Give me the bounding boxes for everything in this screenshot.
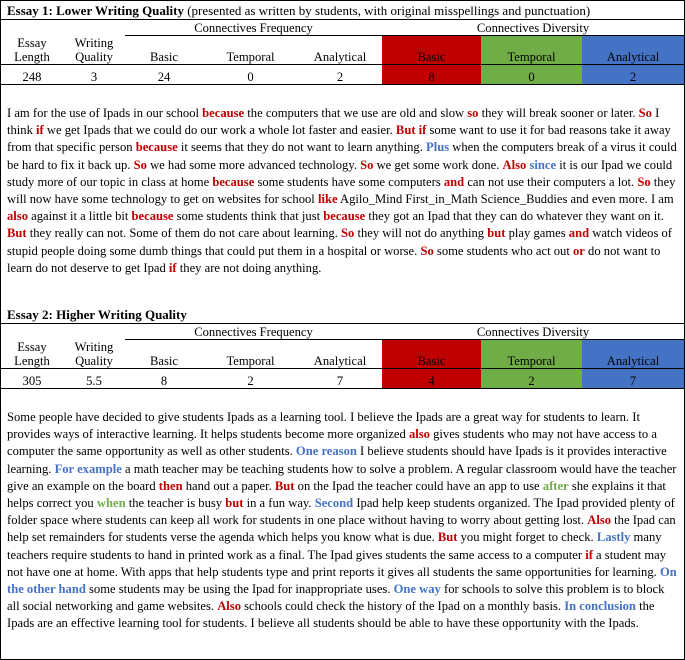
essay-text-segment: in a fun way. (243, 496, 315, 511)
essay-2-header-freq-basic: Basic (125, 340, 203, 369)
connective-analytical: Second (314, 496, 354, 511)
essay-text-segment: Some people have decided to give students Ipads as a learning tool. I believe the Ipads are a great way for students to learn. It provides ways of interactive learning. It helps students become more organized (7, 410, 640, 442)
essay-2-header-div-temporal: Temporal (481, 340, 582, 369)
connective-basic: but (225, 496, 244, 511)
connective-basic: But (437, 530, 458, 545)
essay-1-value-length: 248 (1, 65, 63, 85)
connective-basic: But if (395, 123, 427, 138)
essay-text-segment: a student may not have one at home. With apps that help students type and print reports it gives all students the same opportunities for learning. (7, 547, 667, 579)
connective-basic: if (36, 123, 44, 138)
essay-text-segment: when the computers break of a virus it could be hard to fix it back up. (7, 140, 677, 172)
essay-2-value-freq-temporal: 2 (203, 369, 298, 389)
connective-analytical: In conclusion (564, 599, 636, 614)
essay-1-value-freq-temporal: 0 (203, 65, 298, 85)
connective-basic: because (202, 106, 245, 120)
essay-1-value-div-basic: 8 (382, 65, 481, 85)
essay-1-header-div-basic: Basic (382, 36, 481, 65)
essay-2-header-quality: Writing Quality (63, 340, 125, 369)
essay-2-header-freq-analytical: Analytical (298, 340, 382, 369)
essay-2-title (7, 307, 187, 323)
essay-2-value-div-temporal: 2 (481, 369, 582, 389)
connective-basic: Also (217, 599, 241, 614)
essay-1-text (7, 105, 679, 277)
essay-1-value-quality: 3 (63, 65, 125, 85)
connective-basic: Also (587, 513, 612, 528)
essay-2-value-quality: 5.5 (63, 369, 125, 389)
connective-basic: because (135, 140, 178, 155)
essay-text-segment: gives students who may not have access to a computer the same opportunity as well as other students. (7, 427, 657, 459)
connective-basic: so (467, 106, 479, 120)
connective-basic: but (487, 226, 506, 241)
essay-text-segment: they will break sooner or later. (478, 106, 639, 120)
connective-basic: also (408, 427, 430, 442)
essay-text-segment: some want to use it for bad reasons take it away from that specific person (7, 123, 671, 155)
connective-analytical: One reason (295, 444, 357, 459)
essay-2-group-diversity: Connectives Diversity (382, 324, 684, 340)
essay-text-segment: can not use their computers a lot. (464, 174, 638, 189)
essay-text-segment: you might forget to check. (457, 530, 597, 545)
connective-basic: because (212, 174, 255, 189)
connective-analytical: Plus (426, 140, 450, 155)
essay-1-header-freq-analytical: Analytical (298, 36, 382, 65)
essay-1-value-div-analytical: 2 (582, 65, 684, 85)
connective-basic: So (133, 157, 147, 172)
connective-temporal: after (542, 478, 569, 493)
essay-1-group-diversity: Connectives Diversity (382, 20, 684, 36)
essay-text-segment: on the Ipad the teacher could have an app to use (294, 478, 543, 493)
essay-text-segment: I am for the use of Ipads in our school (7, 106, 203, 120)
essay-1-value-freq-basic: 24 (125, 65, 203, 85)
connective-basic: if (585, 547, 593, 562)
essay-2-header-div-basic: Basic (382, 340, 481, 369)
connective-analytical: since (529, 157, 557, 172)
essay-text-segment: the teacher is busy (125, 496, 226, 511)
essay-text-segment: they got an Ipad that they can do whatever they want on it. (365, 209, 664, 224)
essay-text-segment: the Ipads are an effective learning tool for students. I believe all students should be able to have these opportunity with the Ipads. (7, 599, 655, 631)
essay-text-segment: Agilo_Mind First_in_Math Science_Buddies and even more. I am (337, 192, 674, 207)
essay-text-segment: Ipad help keep students organized. The Ipad provided plenty of folder space where students can keep all work for students in one place without having to worry about getting lost. (7, 496, 675, 528)
essay-1-header-quality: Writing Quality (63, 36, 125, 65)
essay-2-header-length: Essay Length (1, 340, 63, 369)
essay-2-title-bold: Essay 2: Higher Writing Quality (7, 307, 187, 322)
essay-text-segment: some students may be using the Ipad for inappropriate uses. (85, 582, 394, 597)
connective-analytical: One way (393, 582, 441, 597)
essay-text-segment: they will not do anything (354, 226, 488, 241)
essay-1-title (7, 3, 590, 19)
essay-2-value-freq-basic: 8 (125, 369, 203, 389)
essay-text-segment: do not want to learn do not deserve to get Ipad (7, 243, 661, 275)
essay-1-header-freq-basic: Basic (125, 36, 203, 65)
essay-text-segment: we get Ipads that we could do our work a whole lot faster and easier. (43, 123, 396, 138)
connective-temporal: when (96, 496, 126, 511)
essay-2-stats-table (1, 323, 684, 389)
essay-text-segment: I think (7, 106, 660, 138)
essay-text-segment: hand out a paper. (182, 478, 275, 493)
essay-2-text (7, 409, 679, 633)
essay-2-value-freq-analytical: 7 (298, 369, 382, 389)
connective-analytical: For example (54, 461, 122, 476)
essay-text-segment: it is our Ipad we could study more of our topic in class at home (7, 157, 673, 189)
connective-analytical: Lastly (596, 530, 631, 545)
connective-basic: But (7, 226, 27, 241)
essay-1-stats-table (1, 19, 684, 85)
essay-2-value-div-analytical: 7 (582, 369, 684, 389)
connective-basic: then (158, 478, 183, 493)
essay-1-header-div-temporal: Temporal (481, 36, 582, 65)
essay-text-segment: she explains it that helps correct you (7, 478, 666, 511)
essay-text-segment: play games (505, 226, 569, 241)
connective-basic: or (572, 243, 585, 258)
essay-1-group-frequency: Connectives Frequency (125, 20, 382, 36)
essay-2-value-div-basic: 4 (382, 369, 481, 389)
essay-2-header-freq-temporal: Temporal (203, 340, 298, 369)
connective-analytical: On the other hand (7, 564, 677, 597)
essay-1-header-freq-temporal: Temporal (203, 36, 298, 65)
connective-basic: because (323, 209, 366, 224)
connective-basic: and (443, 174, 465, 189)
essay-1-value-freq-analytical: 2 (298, 65, 382, 85)
essay-text-segment: some students think that just (173, 209, 324, 224)
essay-text-segment: schools could check the history of the Ipad on a monthly basis. (241, 599, 565, 614)
essay-2-group-frequency: Connectives Frequency (125, 324, 382, 340)
connective-basic: like (317, 192, 338, 207)
essay-text-segment: I believe students should have Ipads is it provides interactive learning. (7, 444, 667, 476)
essay-text-segment: they will now have some technology to get on websites for school (7, 174, 676, 207)
essay-1-header-length: Essay Length (1, 36, 63, 65)
connective-basic: Also (502, 157, 527, 172)
connective-basic: So (341, 226, 355, 241)
connective-basic: because (131, 209, 174, 224)
essay-text-segment: we had some more advanced technology. (146, 157, 361, 172)
essay-text-segment: they are not doing anything. (176, 260, 322, 275)
essay-text-segment: some students who act out (433, 243, 573, 258)
essay-1-header-div-analytical: Analytical (582, 36, 684, 65)
connective-basic: and (568, 226, 590, 241)
essay-text-segment: a math teacher may be teaching students how to solve a problem. A regular classroom would have the teacher give an example on the board (7, 461, 677, 493)
connective-basic: So (420, 243, 434, 258)
essay-2-header-div-analytical: Analytical (582, 340, 684, 369)
essay-1-value-div-temporal: 0 (481, 65, 582, 85)
essay-text-segment: many teachers require students to hand in printed work as a final. The Ipad gives students the same access to a computer (7, 530, 662, 562)
essay-text-segment: some students have some computers (254, 174, 444, 189)
essay-text-segment: against it a little bit (28, 209, 132, 224)
essay-text-segment: the Ipad can help set remainders for students verse the agenda which helps you know what is due. (7, 513, 676, 545)
essay-2-value-length: 305 (1, 369, 63, 389)
essay-1-title-note: (presented as written by students, with original misspellings and punctuation) (183, 3, 591, 18)
essay-text-segment: watch videos of stupid people doing some dumb things that could put them in a hospital or worse. (7, 226, 672, 258)
connective-basic: But (274, 478, 295, 493)
connective-basic: So (637, 174, 651, 189)
essay-text-segment: the computers that we use are old and slow (244, 106, 468, 120)
essay-text-segment: we get some work done. (373, 157, 503, 172)
connective-basic: if (168, 260, 177, 275)
connective-basic: also (7, 209, 28, 224)
essay-text-segment: it seems that they do not want to learn anything. (177, 140, 427, 155)
essay-text-segment: for schools to solve this problem is to block all social networking and game websites. (7, 582, 665, 614)
essay-text-segment: they really can not. Some of them do not care about learning. (26, 226, 342, 241)
connective-basic: So (360, 157, 374, 172)
connective-basic: So (638, 106, 652, 120)
essay-1-title-bold: Essay 1: Lower Writing Quality (7, 3, 184, 18)
